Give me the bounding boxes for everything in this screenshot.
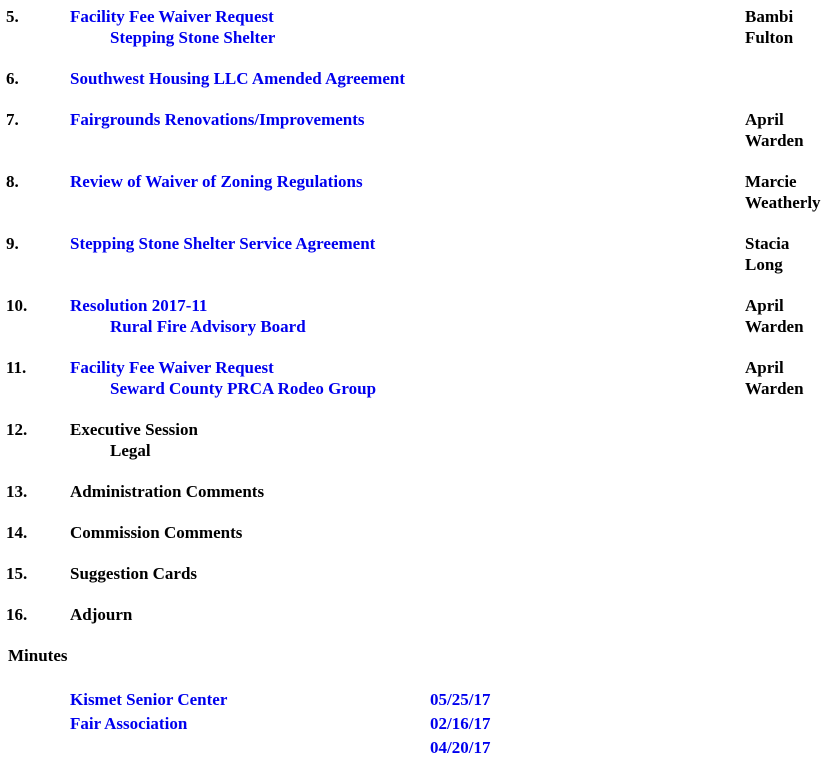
item-title-block	[70, 419, 745, 461]
item-number: 12.	[6, 420, 28, 439]
link-minutes-date-04-20-17[interactable]: 04/20/17	[430, 738, 491, 757]
item-title-block	[70, 357, 745, 399]
item-title-block	[70, 171, 745, 192]
link-rural-fire-advisory-board[interactable]: Rural Fire Advisory Board	[110, 317, 306, 336]
presenter-last-name: Warden	[745, 379, 804, 398]
agenda-item-6	[0, 68, 827, 89]
minutes-row-extra-date	[70, 736, 827, 760]
presenter-name	[745, 6, 827, 48]
item-title-block	[70, 563, 745, 584]
link-review-of-waiver-of-zoning-regulations[interactable]: Review of Waiver of Zoning Regulations	[70, 172, 363, 191]
presenter-first-name: April	[745, 358, 784, 377]
minutes-row-fair-association	[70, 712, 827, 736]
presenter-first-name: Marcie	[745, 172, 797, 191]
agenda-item-15	[0, 563, 827, 584]
item-number: 15.	[6, 564, 28, 583]
item-subtitle-legal: Legal	[110, 441, 151, 460]
link-resolution-2017-11[interactable]: Resolution 2017-11	[70, 296, 208, 315]
agenda-item-10	[0, 295, 827, 337]
item-number: 8.	[6, 172, 19, 191]
minutes-section-heading: Minutes	[8, 646, 68, 665]
item-number: 10.	[6, 296, 28, 315]
agenda-item-11	[0, 357, 827, 399]
link-stepping-stone-shelter-service-agreement[interactable]: Stepping Stone Shelter Service Agreement	[70, 234, 376, 253]
agenda-item-7	[0, 109, 827, 151]
item-title-block	[70, 522, 745, 543]
item-title-block	[70, 109, 745, 130]
presenter-last-name: Fulton	[745, 28, 794, 47]
minutes-row-kismet-senior-center	[70, 688, 827, 712]
presenter-last-name: Warden	[745, 131, 804, 150]
item-title-block	[70, 604, 745, 625]
link-fair-association-minutes[interactable]: Fair Association	[70, 714, 188, 733]
minutes-list	[70, 688, 827, 760]
item-number: 13.	[6, 482, 28, 501]
minutes-empty-name-cell	[70, 736, 430, 760]
link-fairgrounds-renovations-improvements[interactable]: Fairgrounds Renovations/Improvements	[70, 110, 365, 129]
agenda-item-14	[0, 522, 827, 543]
link-seward-county-prca-rodeo-group[interactable]: Seward County PRCA Rodeo Group	[110, 379, 377, 398]
item-title-block	[70, 295, 745, 337]
presenter-last-name: Warden	[745, 317, 804, 336]
link-facility-fee-waiver-request[interactable]: Facility Fee Waiver Request	[70, 7, 274, 26]
item-title-block	[70, 233, 745, 254]
item-number: 6.	[6, 69, 19, 88]
presenter-name	[745, 357, 827, 399]
item-title-block	[70, 68, 745, 89]
item-title-block	[70, 6, 745, 48]
presenter-name	[745, 171, 827, 213]
link-southwest-housing-llc-amended-agreement[interactable]: Southwest Housing LLC Amended Agreement	[70, 69, 405, 88]
link-kismet-senior-center-minutes[interactable]: Kismet Senior Center	[70, 690, 228, 709]
presenter-name	[745, 109, 827, 151]
item-title-administration-comments: Administration Comments	[70, 482, 265, 501]
agenda-item-13	[0, 481, 827, 502]
presenter-name	[745, 233, 827, 275]
agenda-item-16	[0, 604, 827, 625]
item-title-commission-comments: Commission Comments	[70, 523, 243, 542]
item-number: 14.	[6, 523, 28, 542]
presenter-last-name: Weatherly	[745, 193, 821, 212]
presenter-name	[745, 295, 827, 337]
agenda-item-8	[0, 171, 827, 213]
link-facility-fee-waiver-request-2[interactable]: Facility Fee Waiver Request	[70, 358, 274, 377]
item-title-suggestion-cards: Suggestion Cards	[70, 564, 198, 583]
item-number: 16.	[6, 605, 28, 624]
presenter-first-name: April	[745, 296, 784, 315]
item-number: 5.	[6, 7, 19, 26]
presenter-first-name: Stacia	[745, 234, 790, 253]
link-stepping-stone-shelter[interactable]: Stepping Stone Shelter	[110, 28, 276, 47]
link-minutes-date-05-25-17[interactable]: 05/25/17	[430, 690, 491, 709]
presenter-first-name: April	[745, 110, 784, 129]
link-minutes-date-02-16-17[interactable]: 02/16/17	[430, 714, 491, 733]
item-number: 11.	[6, 358, 27, 377]
item-number: 9.	[6, 234, 19, 253]
item-title-adjourn: Adjourn	[70, 605, 133, 624]
item-number: 7.	[6, 110, 19, 129]
presenter-last-name: Long	[745, 255, 783, 274]
agenda-item-5	[0, 6, 827, 48]
agenda-item-9	[0, 233, 827, 275]
item-title-executive-session: Executive Session	[70, 420, 198, 439]
presenter-first-name: Bambi	[745, 7, 794, 26]
item-title-block	[70, 481, 745, 502]
agenda-item-12	[0, 419, 827, 461]
